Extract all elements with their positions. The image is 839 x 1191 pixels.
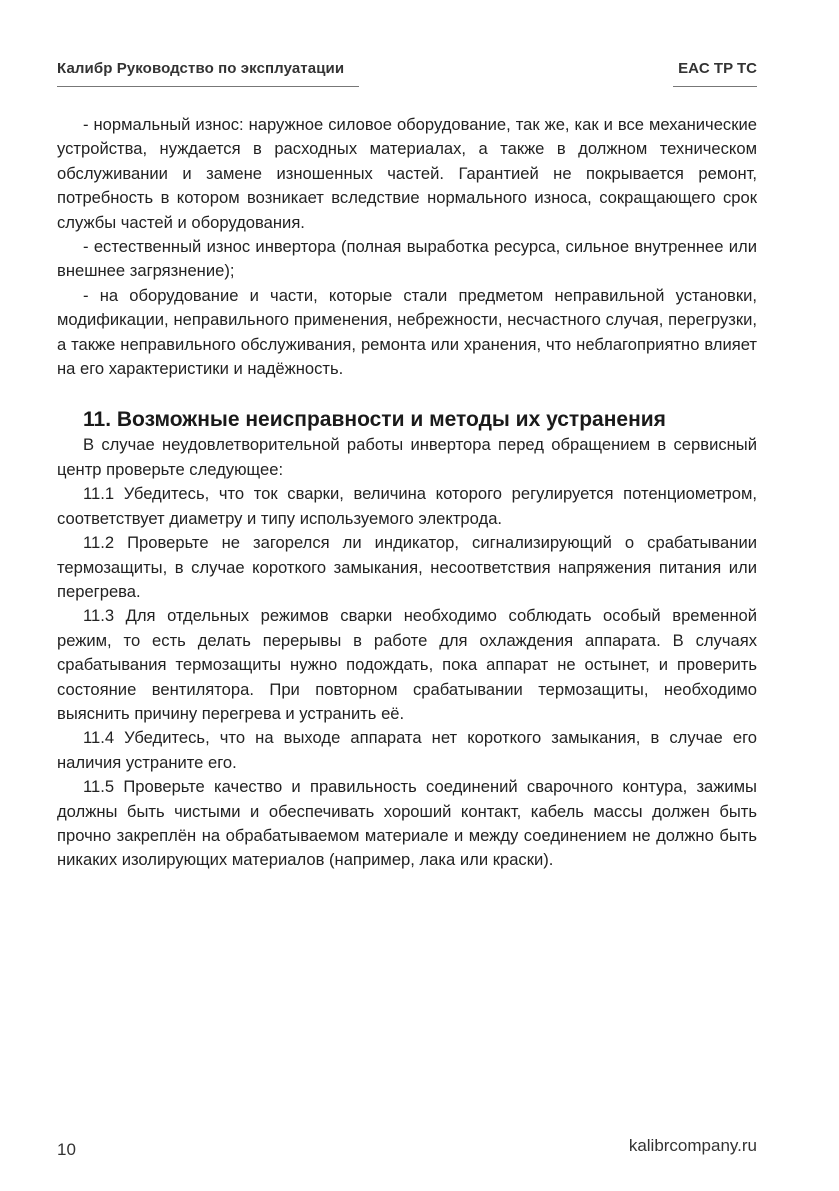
- paragraph-improper-use: - на оборудование и части, которые стали предметом неправильной установки, модификации, неправильного применения, небрежности, несчастного случая, перегрузки, а также неправильного обслуживания, ремонта или хранения, что неблагоприятно влияет на его характеристики и надёжность.: [57, 285, 757, 379]
- section-heading: 11. Возможные неисправности и методы их устранения: [83, 408, 666, 432]
- header-rule-left: [57, 86, 359, 87]
- header-rule-right: [673, 86, 757, 87]
- item-11-5: 11.5 Проверьте качество и правильность соединений сварочного контура, зажимы должны быть чистыми и обеспечивать хороший контакт, кабель массы должен быть прочно закреплён на обрабатываемом материале и между соединением не должно быть никаких изолирующих материалов (например, лака или краски).: [57, 777, 757, 870]
- paragraph-natural-wear: - естественный износ инвертора (полная выработка ресурса, сильное внутреннее или внешнее загрязнение);: [57, 237, 757, 281]
- footer-website: kalibrcompany.ru: [628, 1136, 757, 1155]
- section-intro: В случае неудовлетворительной работы инвертора перед обращением в сервисный центр проверьте следующее:: [57, 435, 757, 479]
- paragraph-normal-wear: - нормальный износ: наружное силовое оборудование, так же, как и все механические устройства, нуждается в расходных материалах, а также в должном техническом обслуживании и замене изношенных частей. Гарантией не покрывается ремонт, потребность в котором возникает вследствие нормального износа, сокращающего срок службы частей и оборудования.: [57, 115, 757, 232]
- page-number: 10: [57, 1140, 76, 1159]
- header-title: Калибр Руководство по эксплуатации: [57, 60, 345, 77]
- item-11-4: 11.4 Убедитесь, что на выходе аппарата нет короткого замыкания, в случае его наличия устраните его.: [57, 728, 757, 772]
- item-11-1: 11.1 Убедитесь, что ток сварки, величина которого регулируется потенциометром, соответствует диаметру и типу используемого электрода.: [57, 484, 757, 528]
- page-content: [57, 113, 757, 873]
- item-11-3: 11.3 Для отдельных режимов сварки необходимо соблюдать особый временной режим, то есть делать перерывы в работе для охлаждения аппарата. В случаях срабатывания термозащиты нужно подождать, пока аппарат не остынет, и проверить состояние вентилятора. При повторном срабатывании термозащиты, необходимо выяснить причину перегрева и устранить её.: [57, 606, 757, 723]
- item-11-2: 11.2 Проверьте не загорелся ли индикатор, сигнализирующий о срабатывании термозащиты, в случае короткого замыкания, несоответствия напряжения питания или перегрева.: [57, 533, 757, 601]
- page-header: [57, 60, 757, 86]
- certification-mark: EAC TP TC: [678, 60, 757, 77]
